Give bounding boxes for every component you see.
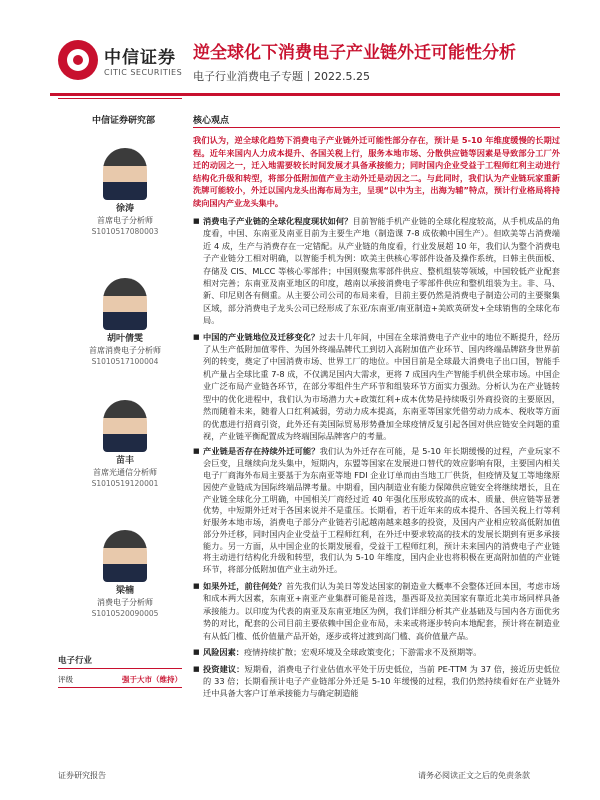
author-name: 苗丰 — [115, 456, 134, 466]
body-paragraph — [193, 215, 560, 327]
core-viewpoint-divider — [193, 127, 560, 128]
author-role: 消费电子分析师 — [97, 598, 153, 607]
author-photo — [103, 278, 147, 330]
author-license: S1010519120001 — [91, 479, 159, 488]
report-title: 逆全球化下消费电子产业链外迁可能性分析 — [193, 43, 516, 63]
body-paragraph — [193, 646, 560, 658]
logo-en-text: CITIC SECURITIES — [104, 68, 183, 77]
author-card — [80, 530, 170, 619]
author-name: 徐涛 — [115, 204, 134, 214]
paragraph-text: 短期看，消费电子行业估值水平处于历史低位，当前 PE-TTM 为 37 倍，接近历史低位的 33 倍；长期看预计电子产业链部分外迁是 5-10 年缓慢的过程，我们仍然持续看好在产业链外迁中具备大客户订单承接能力与确定制造能 — [203, 663, 560, 699]
paragraph-lead: 产业链是否存在持续外迁可能？ — [203, 446, 320, 457]
industry-rating-box — [58, 654, 182, 688]
rating-label: 评级 — [58, 675, 73, 684]
core-viewpoint-body — [193, 134, 560, 704]
paragraph-text: 目前智能手机产业链的全球化程度较高，从手机成品的角度看，中国、东南亚及南亚目前为主要生产地（制造课 7-8 成依赖中国生产）。但欧美等占消费端近 4 成，生产与消费存在一定错配。从产业链的角度看，行业发展超 10 年，我们认为整个消费电子产业链分工相对明确，以智能手机为例：欧美主供核心零部件设备及操作系统，日韩主供面板、存储及 CIS、MLCC 等核心零部件；中国则聚焦零部件供应、整机组装等领域，中国较低产业配套相对完善；东南亚及南亚地区的印度，越南以承接消费电子零部件供应和整机组装为主。非、马、新、印尼则各有侧重。从主要公司公司的布局来看，目前主要仍然是消费电子制造公司的主要聚集区域，部分消费电子龙头公司已经形成了东亚/东南亚/南亚制造+美欧英研发+全球销售的全球化布局。 — [203, 216, 560, 326]
author-license: S1010517080003 — [91, 227, 159, 236]
paragraph-text: 我们认为外迁存在可能，是 5-10 年长期缓慢的过程，产业玩家不会巨变，且继续向龙头集中，短期内，东盟等国家在发展进口替代的效应影响有限，主要国内相关电子厂商海外布局主要基于为东南亚等地 FDI 企业订单而由当地工厂供货，但疫情及复工等地缘原因使产业链成为国际终端品牌考量。中期看，国内制造业有能力保障供应链安全将继续增长，且在产业链全球化分工明确，中国相关厂商经过近 40 年强化压形成较高的成本、质量、供应链等显著优势，中短期外迁对于各国来说并不是重压。长期看，若干近年来的成本提升、各国关税上行等利好服务本地市场，消费电子部分产业链若引起越南越来越多的投资，及国内产业相应较高低附加值部分外迁移，同时国内企业受益于工程师红利，在外迁中要求较高的技术的发展长期到有更多承接能力。另一方面，从中国企业的长期发展看，受益于工程师红利，预计未来国内的消费电子产业链将主动进行结构化升级和转型，我们认为 5-10 年维度，国内企业也将积极在更高附加值的产业链环节，将部分低附加值产业主动外迁。 — [203, 446, 560, 575]
author-photo — [103, 530, 147, 582]
body-paragraph — [193, 446, 560, 576]
core-viewpoint-label: 核心观点 — [193, 116, 230, 126]
company-logo — [58, 40, 182, 80]
paragraph-text: 过去十几年间，中国在全球消费电子产业中的地位不断提升，经历了从生产低附加值零件、为国外终端品牌代工到切入高附加值产业环节、国内终端品牌跻身世界前列的转变，奠定了中国消费市场、世界工厂的地位。中国目前是全球最大消费电子出口国，智能手机产量占全球比重 7-8 成，不仅满足国内大需求，更将 7 成国内生产智能手机供全球市场。中国企业广泛布局产业链各环节，在部分零组件生产环节和组装环节方面实力强劲。分析认为在产业链转型中的优化进程中，我们认为市场潜力大+政策红利+成本优势是持续吸引外商投资的主要原因，然而随着未来，随着人口红利减弱，劳动力成本提高，东南亚等国家凭借劳动力成本、税收等方面的优惠进行招商引资，此外还有美国际贸易形势叠加全球疫情反复引起各国对供应链安全问题的重视，产业链平衡配置成为终端国际品牌客户的考量。 — [203, 331, 560, 441]
paragraph-text: 疫情持续扩散；宏观环境及全球政策变化；下游需求不及预期等。 — [243, 647, 482, 658]
title-divider — [50, 93, 560, 96]
body-paragraph — [193, 580, 560, 642]
author-photo — [103, 400, 147, 452]
paragraph-lead: 如果外迁，前往何处？ — [203, 581, 287, 592]
industry-name: 电子行业 — [58, 654, 182, 669]
author-name: 梁楠 — [115, 586, 134, 596]
author-role: 首席消费电子分析师 — [89, 346, 161, 355]
institute-label: 中信证券研究部 — [92, 116, 156, 126]
citic-logo-icon — [58, 40, 98, 80]
author-card — [80, 278, 170, 367]
report-subtitle: 电子行业消费电子专题丨2022.5.25 — [193, 70, 370, 83]
paragraph-lead: 风险因素： — [203, 647, 244, 658]
footer-disclaimer: 请务必阅读正文之后的免责条款 — [418, 771, 530, 780]
logo-cn-text: 中信证券 — [104, 48, 176, 68]
body-paragraph — [193, 331, 560, 443]
paragraph-text: 首先我们认为美日等发达国家的制造业大概率不会整体迁回本国，考虑市场和成本两大因素，东南亚+南亚产业集群可能是首选，墨西哥及拉美国家有靠近北美市场同样具备承接能力。以印度为代表的南亚及东南亚地区为例，我们详细分析其产业基础及与国内各方面优劣势的对比，配套的公司目前主要依赖中国企业布局，未来或将逐步转向本地配套，预计将在制造业有从低门槛、低价值量产品开始，逐步或将过渡到高门槛、高价值量产品。 — [203, 581, 560, 641]
rating-value: 强于大市（维持） — [122, 675, 182, 684]
paragraph-lead: 中国的产业链地位及迁移变化？ — [203, 331, 320, 342]
author-card — [80, 400, 170, 489]
author-role: 首席电子分析师 — [97, 216, 153, 225]
author-license: S1010517100004 — [91, 357, 159, 366]
body-paragraph — [193, 663, 560, 700]
author-card — [80, 148, 170, 237]
footer-report-type: 证券研究报告 — [58, 771, 106, 780]
paragraph-lead: 投资建议： — [203, 663, 245, 674]
paragraph-lead: 消费电子产业链的全球化程度现状如何？ — [203, 216, 353, 226]
summary-paragraph: 我们认为，逆全球化趋势下消费电子产业链外迁可能性部分存在，预计是 5-10 年维度缓慢的长期过程。近年来国内人力成本提升、各国关税上行，服务本地市场、分散供应链等因素是导致部分工厂外迁的动因之一，迁入地需要较长时间发展才具备承接能力；同时国内企业受益于工程师红利主动进行结构化升级和转型，将部分低附加值产业主动外迁是动因之二。与此同时，我们认为产业链玩家重新洗牌可能较小，外迁以国内龙头出海布局为主，呈现“以中为主，出海为辅”特点，预计行业格局将持续向国内产业龙头集中。 — [193, 135, 560, 208]
sidebar-divider — [58, 98, 182, 99]
author-license: S1010520090005 — [91, 609, 159, 618]
author-role: 首席光通信分析师 — [93, 468, 157, 477]
author-photo — [103, 148, 147, 200]
author-name: 胡叶倩雯 — [106, 334, 143, 344]
